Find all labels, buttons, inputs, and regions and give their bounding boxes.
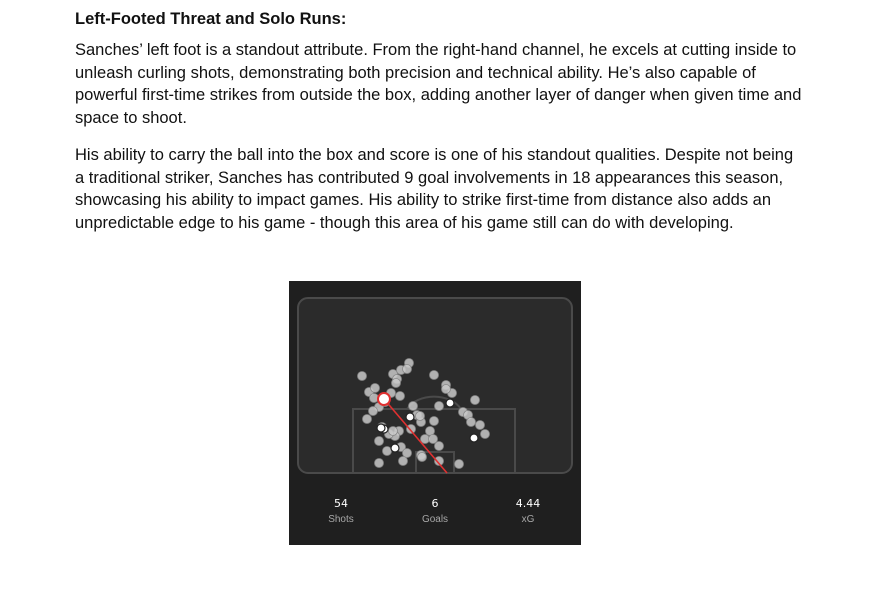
shot-marker <box>358 372 367 381</box>
stat-shots-label: Shots <box>328 514 354 525</box>
shot-marker <box>430 417 439 426</box>
shot-marker <box>389 427 398 436</box>
paragraph-left-foot: Sanches’ left foot is a standout attribute. From the right-hand channel, he excels at cutting inside to unleash curling shots, demonstrating both precision and technical ability. He’s also capable of powerful first-time strikes from outside the box, adding another layer of danger when given time and space to shoot. <box>75 41 802 127</box>
article <box>75 8 805 249</box>
shot-marker <box>383 447 392 456</box>
goal-marker <box>446 399 454 407</box>
shot-marker <box>363 415 372 424</box>
stat-xg-value: 4.44 <box>515 497 541 510</box>
shot-marker <box>476 421 485 430</box>
shot-marker <box>371 384 380 393</box>
shot-marker <box>369 407 378 416</box>
shot-marker <box>455 460 464 469</box>
shot-marker <box>435 442 444 451</box>
shot-marker <box>375 459 384 468</box>
goal-marker <box>391 444 399 452</box>
paragraph-carry-ball: His ability to carry the ball into the box and score is one of his standout qualities. Despite not being a traditional striker, Sanches has contributed 9 goal involvements in 18 appearances this season, showcasing his ability to impact games. His ability to strike first-time from distance also adds an unpredictable edge to his game - though this area of his game still can do with developing. <box>75 146 794 232</box>
stat-xg-label: xG <box>521 514 535 525</box>
shot-marker <box>416 412 425 421</box>
stat-goals-value: 6 <box>431 497 439 510</box>
shot-marker <box>471 396 480 405</box>
section-heading: Left-Footed Threat and Solo Runs: <box>75 10 347 28</box>
highlighted-shot <box>378 393 390 405</box>
shot-marker <box>442 385 451 394</box>
shot-marker <box>418 453 427 462</box>
shot-marker <box>375 437 384 446</box>
goal-marker <box>377 424 385 432</box>
goal-marker <box>406 413 414 421</box>
stat-goals-label: Goals <box>421 514 449 525</box>
shot-marker <box>481 430 490 439</box>
shot-marker <box>430 371 439 380</box>
shot-marker <box>467 418 476 427</box>
shot-map <box>289 281 581 545</box>
stat-goals <box>395 497 475 527</box>
shot-marker <box>435 402 444 411</box>
stat-xg <box>488 497 568 527</box>
shot-marker <box>396 392 405 401</box>
stat-shots <box>301 497 381 527</box>
shot-marker <box>403 365 412 374</box>
goal-marker <box>470 434 478 442</box>
stat-shots-value: 54 <box>334 497 348 510</box>
shot-marker <box>409 402 418 411</box>
shot-marker <box>392 379 401 388</box>
shot-marker <box>403 449 412 458</box>
shot-marker <box>399 457 408 466</box>
